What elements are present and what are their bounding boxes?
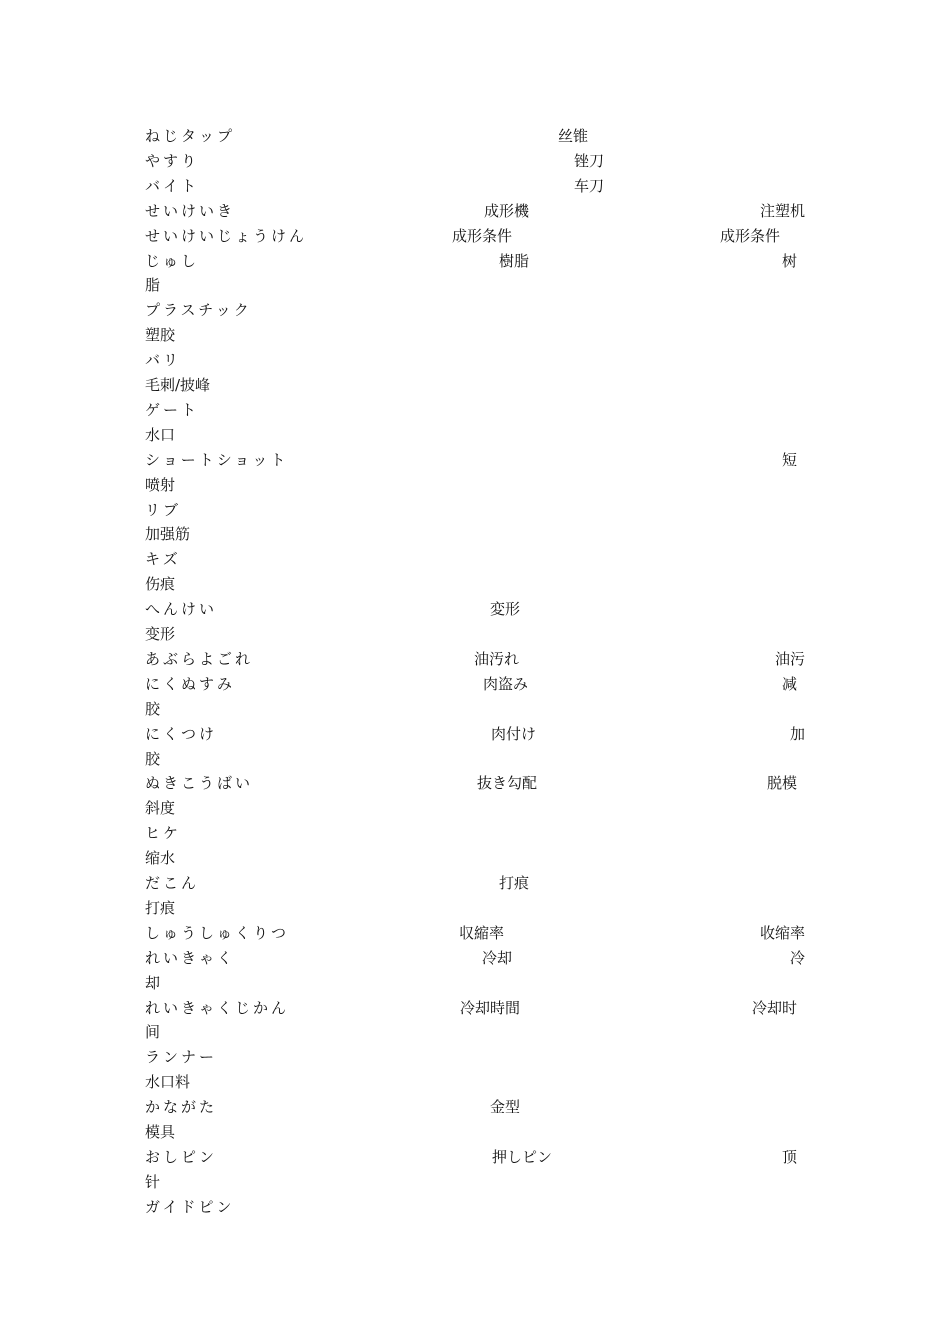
glossary-line — [0, 1095, 950, 1120]
glossary-line — [0, 224, 950, 249]
glossary-line — [0, 821, 950, 846]
glossary-line — [0, 996, 950, 1021]
japanese-term: 肉盗み — [482, 674, 528, 693]
glossary-line — [0, 323, 950, 348]
glossary-line — [0, 1170, 950, 1195]
glossary-line — [0, 1020, 950, 1045]
glossary-line — [0, 348, 950, 373]
reading-text: にくつけ — [145, 724, 218, 743]
reading-text: 喷射 — [145, 475, 176, 494]
reading-text: 斜度 — [145, 799, 176, 818]
reading-text: 变形 — [145, 625, 176, 643]
glossary-line — [0, 871, 950, 896]
reading-text: 脂 — [145, 276, 161, 295]
glossary-line — [0, 946, 950, 971]
glossary-line — [0, 1070, 950, 1095]
reading-text: バリ — [145, 351, 182, 370]
japanese-term: 冷却時間 — [459, 998, 520, 1017]
glossary-line — [0, 896, 950, 921]
reading-text: バイト — [145, 176, 200, 195]
reading-text: だこん — [145, 874, 200, 892]
glossary-line — [0, 747, 950, 772]
chinese-term: 短 — [781, 450, 797, 469]
glossary-line — [0, 647, 950, 672]
reading-text: 间 — [145, 1023, 161, 1042]
glossary-line — [0, 722, 950, 747]
reading-text: ランナー — [145, 1048, 218, 1067]
chinese-term: 减 — [781, 674, 797, 693]
chinese-term: 冷却时 — [751, 998, 797, 1017]
reading-text: れいきゃくじかん — [145, 998, 290, 1017]
glossary-line — [0, 522, 950, 547]
reading-text: にくぬすみ — [145, 674, 236, 693]
reading-text: 毛刺/披峰 — [145, 376, 211, 394]
glossary-line — [0, 971, 950, 996]
reading-text: リブ — [145, 500, 182, 519]
glossary-line — [0, 1045, 950, 1070]
japanese-term: 丝锥 — [557, 127, 588, 145]
reading-text: あぶらよごれ — [145, 649, 254, 668]
reading-text: ゲート — [145, 400, 200, 419]
japanese-term: 樹脂 — [498, 251, 529, 270]
reading-text: せいけいじょうけん — [145, 226, 308, 245]
glossary-line — [0, 124, 950, 149]
japanese-term: 押しピン — [491, 1147, 552, 1166]
reading-text: 模具 — [145, 1123, 176, 1141]
chinese-term: 加 — [789, 724, 805, 743]
reading-text: 加强筋 — [145, 525, 191, 544]
japanese-term: 冷却 — [481, 948, 512, 967]
reading-text: ねじタップ — [145, 127, 236, 145]
glossary-line — [0, 672, 950, 697]
japanese-term: 肉付け — [490, 724, 536, 743]
reading-text: ガイドピン — [145, 1197, 235, 1216]
chinese-term: 脱模 — [766, 774, 797, 793]
glossary-line — [0, 547, 950, 572]
chinese-term: 油污 — [774, 649, 805, 668]
chinese-term: 树 — [781, 251, 797, 270]
glossary-line — [0, 771, 950, 796]
chinese-term: 注塑机 — [759, 201, 805, 220]
glossary-line — [0, 1145, 950, 1170]
glossary-line — [0, 373, 950, 398]
glossary-line — [0, 249, 950, 274]
japanese-term: 车刀 — [573, 176, 604, 195]
glossary-line — [0, 423, 950, 448]
japanese-term: 収縮率 — [458, 923, 504, 942]
glossary-line — [0, 298, 950, 323]
glossary-line — [0, 174, 950, 199]
reading-text: 胶 — [145, 699, 161, 718]
reading-text: れいきゃく — [145, 948, 236, 967]
reading-text: 打痕 — [145, 898, 176, 917]
glossary-line — [0, 273, 950, 298]
reading-text: プラスチック — [145, 301, 252, 320]
reading-text: 针 — [145, 1172, 161, 1191]
glossary-line — [0, 1195, 950, 1220]
reading-text: かながた — [145, 1098, 218, 1117]
japanese-term: 変形 — [489, 600, 520, 619]
reading-text: せいけいき — [145, 201, 236, 220]
chinese-term: 顶 — [781, 1147, 797, 1166]
reading-text: ショートショット — [145, 450, 289, 469]
japanese-term: 成形条件 — [451, 226, 512, 245]
reading-text: じゅし — [145, 251, 200, 270]
reading-text: 水口 — [145, 425, 176, 444]
glossary-line — [0, 622, 950, 647]
reading-text: ヒケ — [145, 824, 182, 843]
chinese-term: 收缩率 — [759, 923, 805, 942]
japanese-term: 打痕 — [498, 874, 529, 892]
glossary-line — [0, 921, 950, 946]
glossary-line — [0, 448, 950, 473]
glossary-line — [0, 199, 950, 224]
glossary-line — [0, 597, 950, 622]
japanese-term: 锉刀 — [573, 151, 604, 170]
reading-text: 水口料 — [145, 1073, 191, 1092]
glossary-line — [0, 498, 950, 523]
reading-text: へんけい — [145, 600, 218, 619]
glossary-line — [0, 796, 950, 821]
japanese-term: 抜き勾配 — [476, 774, 537, 793]
reading-text: キズ — [145, 550, 181, 569]
chinese-term: 成形条件 — [719, 226, 780, 245]
glossary-line — [0, 846, 950, 871]
reading-text: 却 — [145, 973, 161, 992]
reading-text: やすり — [145, 151, 200, 170]
reading-text: 伤痕 — [145, 575, 176, 594]
chinese-term: 冷 — [789, 948, 805, 967]
japanese-term: 成形機 — [483, 201, 529, 220]
glossary-line — [0, 473, 950, 498]
reading-text: 胶 — [145, 749, 161, 768]
reading-text: 缩水 — [145, 849, 176, 868]
glossary-line — [0, 149, 950, 174]
glossary-line — [0, 572, 950, 597]
reading-text: しゅうしゅくりつ — [145, 923, 290, 942]
reading-text: おしピン — [145, 1147, 218, 1166]
reading-text: ぬきこうばい — [145, 774, 254, 793]
glossary-line — [0, 697, 950, 722]
glossary-line — [0, 1120, 950, 1145]
glossary-line — [0, 398, 950, 423]
japanese-term: 油汚れ — [473, 649, 519, 668]
reading-text: 塑胶 — [145, 326, 176, 345]
japanese-term: 金型 — [489, 1098, 520, 1117]
